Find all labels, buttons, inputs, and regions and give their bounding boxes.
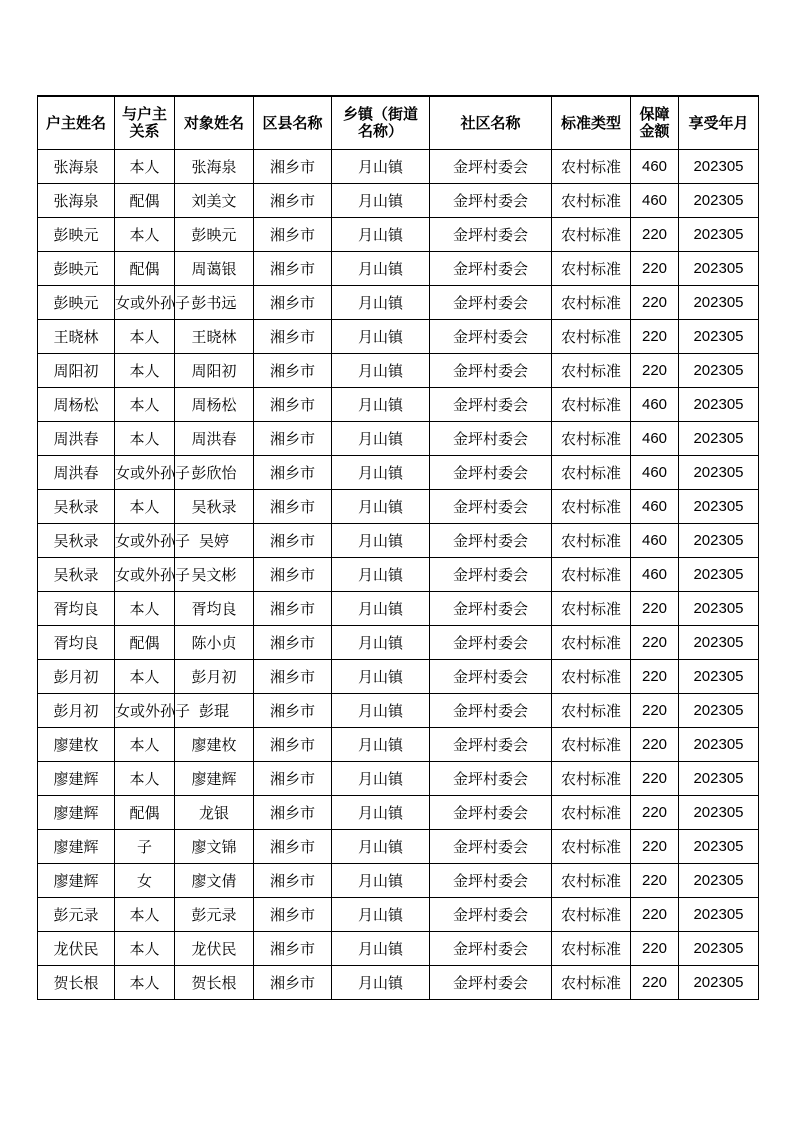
cell-relation: 本人 [115,354,175,388]
cell-householder-name: 吴秋录 [38,558,115,592]
cell-township: 月山镇 [332,762,430,796]
cell-recipient-name: 贺长根 [175,966,254,1000]
cell-householder-name: 胥均良 [38,626,115,660]
cell-relation: 本人 [115,150,175,184]
table-row [38,422,759,456]
column-header-line: 社区名称 [460,113,521,132]
cell-county: 湘乡市 [254,966,332,1000]
cell-householder-name: 廖建辉 [38,864,115,898]
relief-roster-table [37,95,759,1000]
cell-recipient-name: 吴秋录 [175,490,254,524]
header-row [38,96,759,150]
cell-community: 金坪村委会 [430,354,552,388]
cell-community: 金坪村委会 [430,320,552,354]
column-header-recipient-name [175,96,254,150]
cell-month: 202305 [679,218,759,252]
cell-township: 月山镇 [332,898,430,932]
table-row [38,490,759,524]
cell-township: 月山镇 [332,354,430,388]
column-header-community [430,96,552,150]
cell-township: 月山镇 [332,524,430,558]
cell-amount: 220 [631,830,679,864]
cell-amount: 220 [631,354,679,388]
cell-county: 湘乡市 [254,286,332,320]
cell-relation: 本人 [115,762,175,796]
cell-month: 202305 [679,252,759,286]
cell-month: 202305 [679,524,759,558]
cell-amount: 220 [631,864,679,898]
cell-community: 金坪村委会 [430,592,552,626]
cell-relation: 本人 [115,218,175,252]
cell-recipient-name: 胥均良 [175,592,254,626]
cell-standard-type: 农村标准 [552,150,631,184]
cell-community: 金坪村委会 [430,864,552,898]
column-header-line: 标准类型 [560,113,621,132]
cell-recipient-name: 吴文彬 [175,558,254,592]
cell-standard-type: 农村标准 [552,864,631,898]
table-row [38,898,759,932]
column-header-householder-name [38,96,115,150]
cell-householder-name: 廖建辉 [38,796,115,830]
cell-township: 月山镇 [332,252,430,286]
cell-relation: 本人 [115,898,175,932]
column-header-amount [631,96,679,150]
table-row [38,558,759,592]
cell-community: 金坪村委会 [430,286,552,320]
cell-community: 金坪村委会 [430,660,552,694]
cell-householder-name: 廖建枚 [38,728,115,762]
cell-amount: 460 [631,490,679,524]
table-row [38,762,759,796]
cell-householder-name: 彭月初 [38,694,115,728]
table-row [38,286,759,320]
cell-community: 金坪村委会 [430,830,552,864]
cell-householder-name: 张海泉 [38,184,115,218]
cell-month: 202305 [679,592,759,626]
cell-community: 金坪村委会 [430,966,552,1000]
cell-community: 金坪村委会 [430,558,552,592]
cell-township: 月山镇 [332,490,430,524]
cell-county: 湘乡市 [254,252,332,286]
cell-township: 月山镇 [332,864,430,898]
table-row [38,456,759,490]
cell-township: 月山镇 [332,728,430,762]
cell-amount: 220 [631,796,679,830]
cell-householder-name: 彭映元 [38,286,115,320]
cell-township: 月山镇 [332,286,430,320]
column-header-county [254,96,332,150]
cell-county: 湘乡市 [254,864,332,898]
cell-month: 202305 [679,354,759,388]
cell-month: 202305 [679,864,759,898]
cell-relation: 女或外孙子 [115,558,175,592]
cell-amount: 220 [631,898,679,932]
cell-county: 湘乡市 [254,184,332,218]
cell-relation: 配偶 [115,252,175,286]
cell-county: 湘乡市 [254,796,332,830]
column-header-line: 对象姓名 [183,113,244,132]
cell-county: 湘乡市 [254,456,332,490]
cell-community: 金坪村委会 [430,932,552,966]
cell-county: 湘乡市 [254,694,332,728]
cell-householder-name: 吴秋录 [38,524,115,558]
table-row [38,524,759,558]
cell-recipient-name: 廖文倩 [175,864,254,898]
cell-township: 月山镇 [332,456,430,490]
cell-amount: 220 [631,626,679,660]
table-row [38,864,759,898]
cell-community: 金坪村委会 [430,728,552,762]
cell-standard-type: 农村标准 [552,286,631,320]
cell-community: 金坪村委会 [430,796,552,830]
cell-community: 金坪村委会 [430,694,552,728]
cell-county: 湘乡市 [254,592,332,626]
cell-householder-name: 周杨松 [38,388,115,422]
cell-householder-name: 周洪春 [38,422,115,456]
cell-relation: 本人 [115,388,175,422]
cell-relation: 女或外孙子 [115,456,175,490]
column-header-line: 区县名称 [262,113,323,132]
column-header-relation [115,96,175,150]
cell-relation: 本人 [115,728,175,762]
cell-recipient-name: 周杨松 [175,388,254,422]
cell-recipient-name: 吴婷 [175,524,254,558]
column-header-standard-type [552,96,631,150]
table-row [38,218,759,252]
table-row [38,830,759,864]
cell-recipient-name: 廖建辉 [175,762,254,796]
cell-relation: 本人 [115,966,175,1000]
cell-standard-type: 农村标准 [552,796,631,830]
cell-county: 湘乡市 [254,150,332,184]
cell-householder-name: 周阳初 [38,354,115,388]
cell-township: 月山镇 [332,184,430,218]
cell-month: 202305 [679,286,759,320]
cell-county: 湘乡市 [254,728,332,762]
cell-community: 金坪村委会 [430,252,552,286]
cell-amount: 220 [631,320,679,354]
cell-recipient-name: 龙银 [175,796,254,830]
cell-standard-type: 农村标准 [552,184,631,218]
cell-community: 金坪村委会 [430,150,552,184]
cell-county: 湘乡市 [254,932,332,966]
cell-month: 202305 [679,660,759,694]
cell-standard-type: 农村标准 [552,422,631,456]
cell-amount: 220 [631,762,679,796]
cell-township: 月山镇 [332,592,430,626]
cell-township: 月山镇 [332,218,430,252]
cell-county: 湘乡市 [254,490,332,524]
cell-month: 202305 [679,388,759,422]
cell-recipient-name: 彭书远 [175,286,254,320]
cell-amount: 460 [631,456,679,490]
cell-recipient-name: 廖建枚 [175,728,254,762]
cell-standard-type: 农村标准 [552,932,631,966]
table-row [38,660,759,694]
cell-recipient-name: 王晓林 [175,320,254,354]
cell-standard-type: 农村标准 [552,558,631,592]
cell-standard-type: 农村标准 [552,524,631,558]
cell-recipient-name: 周阳初 [175,354,254,388]
cell-recipient-name: 周蔼银 [175,252,254,286]
cell-householder-name: 彭映元 [38,218,115,252]
column-header-line: 与户主 [121,105,167,123]
cell-householder-name: 张海泉 [38,150,115,184]
cell-community: 金坪村委会 [430,524,552,558]
cell-township: 月山镇 [332,796,430,830]
cell-householder-name: 周洪春 [38,456,115,490]
column-header-line: 保障 [639,105,670,123]
cell-amount: 220 [631,966,679,1000]
cell-month: 202305 [679,422,759,456]
cell-township: 月山镇 [332,660,430,694]
cell-relation: 本人 [115,932,175,966]
cell-amount: 460 [631,524,679,558]
cell-relation: 配偶 [115,796,175,830]
cell-standard-type: 农村标准 [552,966,631,1000]
cell-recipient-name: 廖文锦 [175,830,254,864]
cell-recipient-name: 陈小贞 [175,626,254,660]
cell-standard-type: 农村标准 [552,762,631,796]
cell-county: 湘乡市 [254,388,332,422]
cell-relation: 女 [115,864,175,898]
cell-relation: 本人 [115,422,175,456]
cell-county: 湘乡市 [254,524,332,558]
cell-township: 月山镇 [332,388,430,422]
cell-amount: 220 [631,932,679,966]
cell-township: 月山镇 [332,966,430,1000]
cell-month: 202305 [679,150,759,184]
cell-month: 202305 [679,796,759,830]
column-header-line: 名称） [357,122,403,140]
cell-community: 金坪村委会 [430,422,552,456]
cell-relation: 女或外孙子 [115,694,175,728]
cell-township: 月山镇 [332,320,430,354]
cell-householder-name: 龙伏民 [38,932,115,966]
cell-standard-type: 农村标准 [552,320,631,354]
cell-standard-type: 农村标准 [552,660,631,694]
table-row [38,796,759,830]
cell-amount: 220 [631,694,679,728]
cell-community: 金坪村委会 [430,184,552,218]
cell-amount: 460 [631,388,679,422]
cell-recipient-name: 张海泉 [175,150,254,184]
cell-month: 202305 [679,558,759,592]
cell-relation: 配偶 [115,184,175,218]
table-row [38,184,759,218]
cell-community: 金坪村委会 [430,456,552,490]
cell-relation: 本人 [115,320,175,354]
cell-amount: 220 [631,592,679,626]
cell-recipient-name: 彭映元 [175,218,254,252]
cell-householder-name: 廖建辉 [38,762,115,796]
cell-standard-type: 农村标准 [552,728,631,762]
table-row [38,694,759,728]
cell-recipient-name: 彭欣怡 [175,456,254,490]
cell-county: 湘乡市 [254,762,332,796]
cell-relation: 本人 [115,660,175,694]
cell-householder-name: 廖建辉 [38,830,115,864]
table-body [38,150,759,1000]
cell-month: 202305 [679,932,759,966]
cell-county: 湘乡市 [254,898,332,932]
cell-standard-type: 农村标准 [552,898,631,932]
cell-month: 202305 [679,320,759,354]
cell-month: 202305 [679,830,759,864]
cell-amount: 220 [631,286,679,320]
cell-amount: 220 [631,252,679,286]
cell-township: 月山镇 [332,830,430,864]
cell-amount: 460 [631,150,679,184]
cell-standard-type: 农村标准 [552,694,631,728]
table-row [38,150,759,184]
table-row [38,388,759,422]
cell-householder-name: 贺长根 [38,966,115,1000]
cell-month: 202305 [679,728,759,762]
column-header-line: 乡镇（街道 [342,105,418,123]
column-header-line: 金额 [639,122,670,140]
column-header-line: 享受年月 [688,113,749,132]
cell-householder-name: 彭元录 [38,898,115,932]
cell-relation: 配偶 [115,626,175,660]
cell-community: 金坪村委会 [430,626,552,660]
cell-recipient-name: 彭月初 [175,660,254,694]
cell-relation: 本人 [115,592,175,626]
cell-county: 湘乡市 [254,218,332,252]
cell-month: 202305 [679,626,759,660]
cell-community: 金坪村委会 [430,762,552,796]
column-header-township [332,96,430,150]
column-header-month [679,96,759,150]
table-row [38,626,759,660]
cell-householder-name: 彭月初 [38,660,115,694]
cell-householder-name: 王晓林 [38,320,115,354]
cell-relation: 子 [115,830,175,864]
cell-relation: 本人 [115,490,175,524]
cell-recipient-name: 彭琨 [175,694,254,728]
cell-householder-name: 胥均良 [38,592,115,626]
table-row [38,320,759,354]
cell-township: 月山镇 [332,932,430,966]
cell-amount: 460 [631,558,679,592]
cell-amount: 220 [631,218,679,252]
table-row [38,932,759,966]
column-header-line: 户主姓名 [45,113,106,132]
cell-county: 湘乡市 [254,354,332,388]
cell-householder-name: 彭映元 [38,252,115,286]
cell-community: 金坪村委会 [430,388,552,422]
cell-community: 金坪村委会 [430,218,552,252]
cell-standard-type: 农村标准 [552,354,631,388]
table-row [38,592,759,626]
cell-relation: 女或外孙子 [115,524,175,558]
cell-month: 202305 [679,898,759,932]
table-header [38,96,759,150]
table-row [38,728,759,762]
cell-standard-type: 农村标准 [552,626,631,660]
cell-county: 湘乡市 [254,558,332,592]
cell-relation: 女或外孙子 [115,286,175,320]
table-row [38,252,759,286]
cell-county: 湘乡市 [254,830,332,864]
cell-recipient-name: 彭元录 [175,898,254,932]
cell-county: 湘乡市 [254,422,332,456]
cell-recipient-name: 龙伏民 [175,932,254,966]
cell-standard-type: 农村标准 [552,218,631,252]
cell-township: 月山镇 [332,626,430,660]
cell-month: 202305 [679,762,759,796]
cell-community: 金坪村委会 [430,490,552,524]
cell-month: 202305 [679,966,759,1000]
cell-amount: 220 [631,728,679,762]
cell-township: 月山镇 [332,694,430,728]
cell-county: 湘乡市 [254,660,332,694]
cell-householder-name: 吴秋录 [38,490,115,524]
table-row [38,354,759,388]
cell-standard-type: 农村标准 [552,388,631,422]
cell-amount: 460 [631,422,679,456]
table-row [38,966,759,1000]
cell-month: 202305 [679,184,759,218]
cell-township: 月山镇 [332,422,430,456]
cell-county: 湘乡市 [254,320,332,354]
column-header-line: 关系 [129,122,160,140]
cell-month: 202305 [679,694,759,728]
cell-standard-type: 农村标准 [552,830,631,864]
cell-month: 202305 [679,490,759,524]
cell-recipient-name: 周洪春 [175,422,254,456]
cell-month: 202305 [679,456,759,490]
cell-community: 金坪村委会 [430,898,552,932]
cell-standard-type: 农村标准 [552,456,631,490]
cell-standard-type: 农村标准 [552,252,631,286]
cell-county: 湘乡市 [254,626,332,660]
cell-township: 月山镇 [332,150,430,184]
cell-standard-type: 农村标准 [552,490,631,524]
cell-amount: 460 [631,184,679,218]
cell-standard-type: 农村标准 [552,592,631,626]
cell-recipient-name: 刘美文 [175,184,254,218]
cell-amount: 220 [631,660,679,694]
cell-township: 月山镇 [332,558,430,592]
